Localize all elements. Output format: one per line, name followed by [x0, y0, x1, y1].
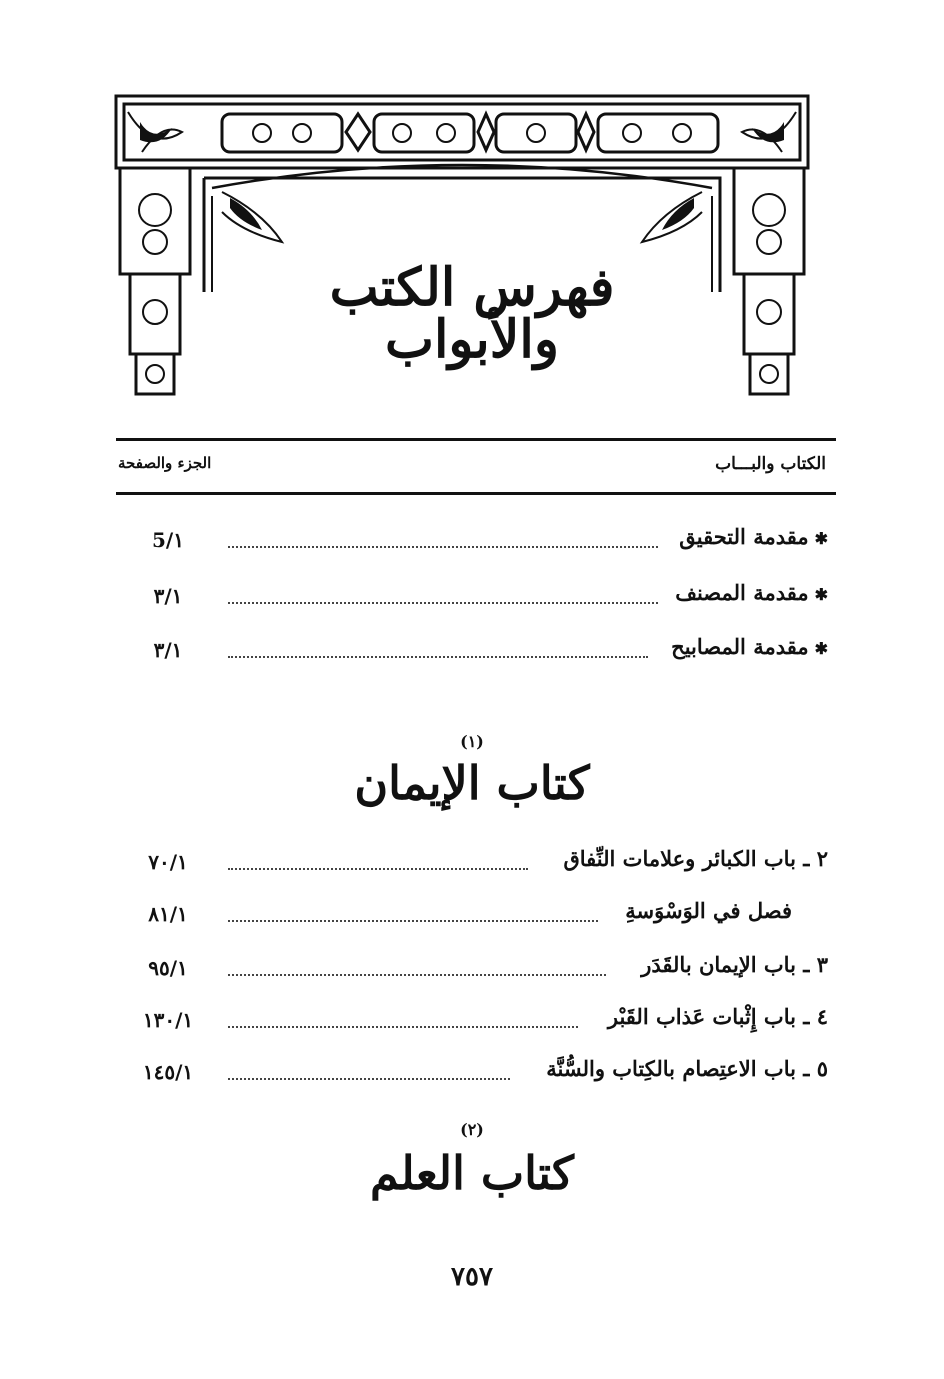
header-bottom-rule: [116, 492, 836, 495]
toc-entry-page: ٣/١: [153, 638, 183, 662]
toc-entry: [116, 898, 828, 934]
asterisk-icon: ✱: [814, 639, 828, 658]
toc-entry-title: ٥ ـ باب الاعتِصام بالكِتاب والسُّنَّة: [540, 1056, 828, 1081]
column-heading-volume-page: الجزء والصفحة: [118, 454, 212, 472]
toc-entry-page: 5/١: [152, 528, 184, 552]
book-number: (٢): [460, 1120, 484, 1139]
toc-entry-title: فصل في الوَسْوَسةِ: [619, 898, 792, 923]
toc-entry: [116, 524, 828, 560]
toc-entry: [116, 580, 828, 616]
dot-leader: [228, 602, 658, 604]
dot-leader: [228, 546, 658, 548]
toc-entry-page: ٨١/١: [148, 902, 188, 926]
toc-entry: [116, 1056, 828, 1092]
dot-leader: [228, 920, 598, 922]
dot-leader: [228, 1078, 510, 1080]
toc-entry-page: ٧٠/١: [148, 850, 188, 874]
toc-entry: [116, 634, 828, 670]
toc-entry-title: ٤ ـ باب إِثْبات عَذاب القَبْر: [602, 1004, 828, 1029]
book-title: كتاب العلم: [370, 1146, 574, 1200]
book-title: كتاب الإيمان: [354, 756, 590, 810]
toc-entry-title: ٣ ـ باب الإيمان بالقَدَر: [635, 952, 828, 977]
index-title: فهرس الكتب والأبواب: [329, 257, 615, 370]
book-number: (١): [460, 732, 484, 751]
toc-entry-page: ٣/١: [153, 584, 183, 608]
asterisk-icon: ✱: [814, 529, 828, 548]
header-top-rule: [116, 438, 836, 441]
dot-leader: [228, 974, 606, 976]
dot-leader: [228, 1026, 578, 1028]
toc-entry-title: ✱مقدمة المصنف: [669, 580, 828, 605]
toc-entry-page: ١٤٥/١: [142, 1060, 194, 1084]
toc-entry-page: ١٣٠/١: [142, 1008, 194, 1032]
dot-leader: [228, 868, 528, 870]
toc-entry-title: ✱مقدمة التحقيق: [673, 524, 828, 549]
toc-entry: [116, 1004, 828, 1040]
column-heading-book-chapter: الكتاب والبـــاب: [715, 454, 826, 474]
page-number: ٧٥٧: [451, 1262, 493, 1292]
toc-entry-title: ✱مقدمة المصابيح: [665, 634, 828, 659]
asterisk-icon: ✱: [814, 585, 828, 604]
toc-entry-title: ٢ ـ باب الكبائر وعلامات النِّفاق: [557, 846, 828, 871]
toc-entry-page: ٩٥/١: [148, 956, 188, 980]
toc-entry: [116, 846, 828, 882]
toc-entry: [116, 952, 828, 988]
dot-leader: [228, 656, 648, 658]
